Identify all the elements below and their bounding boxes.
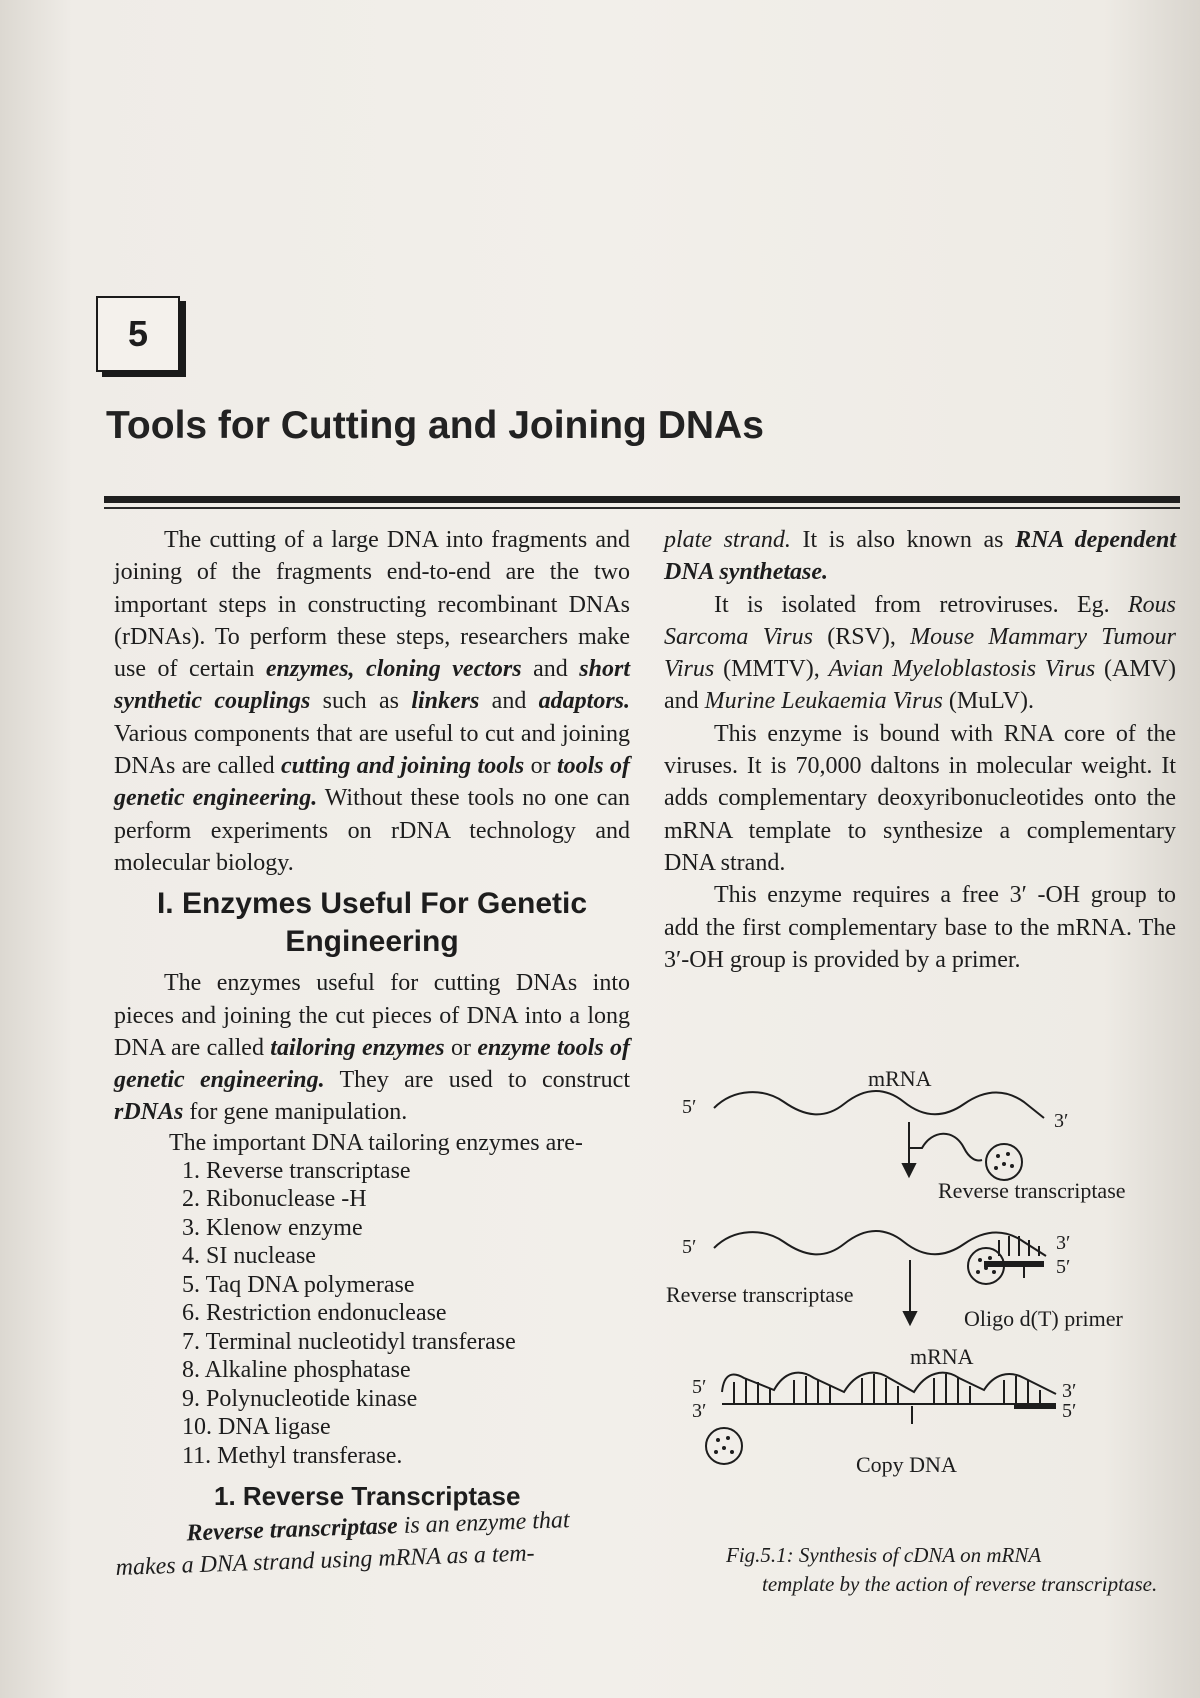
list-item: 9. Polynucleotide kinase bbox=[182, 1385, 418, 1412]
list-item: 8. Alkaline phosphatase bbox=[182, 1357, 411, 1384]
label-5-prime-1: 5′ bbox=[682, 1096, 697, 1118]
title-rule-thick bbox=[104, 496, 1180, 503]
list-item: 3. Klenow enzyme bbox=[182, 1214, 363, 1241]
properties-paragraph: This enzyme is bound with RNA core of the viruses. It is 70,000 daltons in molecular weight. It adds complementary deoxyribonucleotides onto the mRNA template to synthesize a complementary DNA strand. bbox=[664, 720, 1176, 876]
mrna-strand-3 bbox=[722, 1373, 1056, 1394]
list-item: 10. DNA ligase bbox=[182, 1414, 331, 1441]
sources-paragraph: It is isolated from retroviruses. Eg. Rous Sarcoma Virus (RSV), Mouse Mammary Tumour Virus (MMTV), Avian Myeloblastosis Virus (AMV) and Murine Leukaemia Virus (MuLV). bbox=[664, 591, 1177, 715]
label-3-prime-1: 3′ bbox=[1054, 1110, 1069, 1132]
left-column bbox=[114, 524, 630, 1584]
label-5-prime-2: 5′ bbox=[682, 1236, 697, 1258]
right-column bbox=[664, 524, 1176, 976]
label-mrna-mid: mRNA bbox=[910, 1344, 974, 1369]
list-item: 5. Taq DNA polymerase bbox=[182, 1271, 415, 1298]
section-heading-enzymes: I. Enzymes Useful For Genetic Engineering bbox=[156, 887, 588, 959]
enzyme-tether-1 bbox=[909, 1134, 982, 1161]
enzyme-list-intro: The important DNA tailoring enzymes are- bbox=[169, 1129, 583, 1156]
label-reverse-transcriptase-2: Reverse transcriptase bbox=[666, 1282, 854, 1307]
primer-hybrid bbox=[999, 1236, 1039, 1256]
label-5-prime-3b: 5′ bbox=[1062, 1400, 1077, 1422]
intro-paragraph: The cutting of a large DNA into fragments and joining of the fragments end-to-end are the two important steps in constructing recombinant DNAs (rDNAs). To perform these steps, researchers make use of certain enzymes, cloning vectors and short synthetic couplings such as linkers and adaptors. Various components that are useful to cut and joining DNAs are called cutting and joining tools or tools of genetic engineering. Without these tools no one can perform experiments on rDNA technology and molecular biology. bbox=[114, 527, 631, 876]
title-rule-thin bbox=[104, 507, 1180, 509]
list-item: 2. Ribonuclease -H bbox=[182, 1186, 367, 1213]
list-item: 6. Restriction endonuclease bbox=[182, 1300, 447, 1327]
label-5-prime-3: 5′ bbox=[692, 1376, 707, 1398]
list-item: 7. Terminal nucleotidyl transferase bbox=[182, 1328, 516, 1355]
definition-continued: plate strand. It is also known as RNA dependent DNA synthetase. bbox=[664, 527, 1177, 586]
subsection-heading-reverse-transcriptase: 1. Reverse Transcriptase bbox=[214, 1481, 521, 1512]
enzyme-list bbox=[114, 1157, 630, 1471]
label-reverse-transcriptase-1: Reverse transcriptase bbox=[938, 1178, 1126, 1203]
mrna-strand-1 bbox=[714, 1091, 1044, 1118]
enzymes-paragraph: The enzymes useful for cutting DNAs into pieces and joining the cut pieces of DNA into a long DNA are called tailoring enzymes or enzyme tools of genetic engineering. They are used to construct rDNAs for gene manipulation. bbox=[114, 970, 631, 1126]
list-item: 11. Methyl transferase. bbox=[182, 1442, 403, 1469]
chapter-title: Tools for Cutting and Joining DNAs bbox=[106, 404, 764, 447]
label-copy-dna: Copy DNA bbox=[856, 1452, 957, 1477]
label-mrna-top: mRNA bbox=[868, 1066, 932, 1091]
label-3-prime-3b: 3′ bbox=[1062, 1380, 1077, 1402]
list-item: 4. SI nuclease bbox=[182, 1243, 316, 1270]
primer-paragraph: This enzyme requires a free 3′ -OH group to add the first complementary base to the mRNA. The 3′-OH group is provided by a primer. bbox=[664, 882, 1176, 973]
chapter-number-box bbox=[96, 296, 180, 372]
label-oligo-dt-primer: Oligo d(T) primer bbox=[964, 1306, 1123, 1331]
label-5-prime-2b: 5′ bbox=[1056, 1256, 1071, 1278]
cdna-synthesis-figure bbox=[664, 1060, 1184, 1500]
list-item: 1. Reverse transcriptase bbox=[182, 1157, 411, 1184]
label-3-prime-2: 3′ bbox=[1056, 1232, 1071, 1254]
reverse-transcriptase-definition: Reverse transcriptase is an enzyme that makes a DNA strand using mRNA as a tem- bbox=[115, 1507, 571, 1582]
label-3-prime-3: 3′ bbox=[692, 1400, 707, 1422]
figure-drawing bbox=[664, 1060, 1184, 1500]
chapter-number: 5 bbox=[127, 313, 149, 354]
figure-caption: Fig.5.1: Synthesis of cDNA on mRNA template by the action of reverse transcriptase. bbox=[726, 1543, 1158, 1596]
